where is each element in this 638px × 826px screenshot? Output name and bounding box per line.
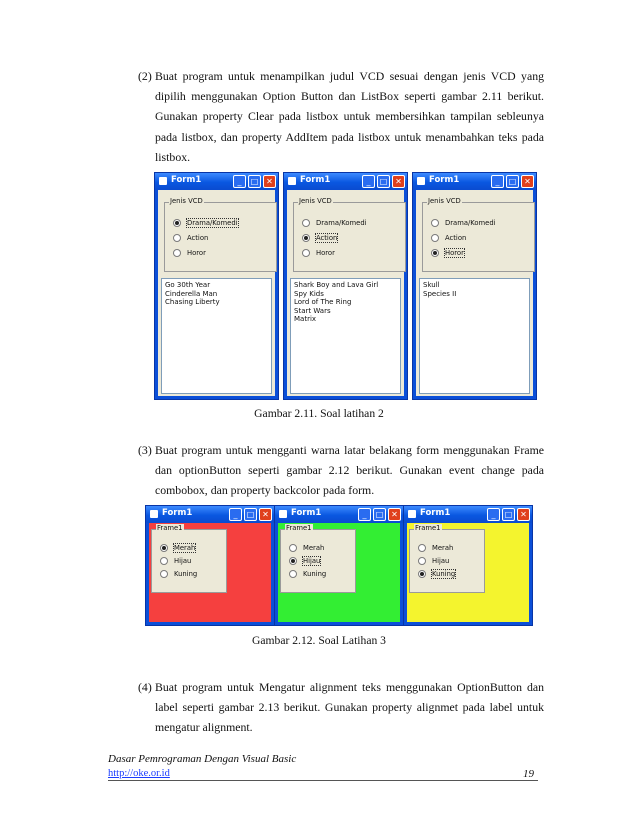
radio-icon[interactable]	[302, 234, 310, 242]
list-item[interactable]: Spy Kids	[294, 289, 324, 298]
radio-icon[interactable]	[289, 570, 297, 578]
option-frame	[293, 197, 406, 272]
maximize-button[interactable]: □	[244, 508, 257, 521]
option-label: Drama/Komedi	[445, 219, 496, 227]
maximize-button[interactable]: □	[506, 175, 519, 188]
close-button[interactable]: ✕	[517, 508, 530, 521]
app-icon	[408, 510, 416, 518]
radio-icon[interactable]	[289, 557, 297, 565]
close-button[interactable]: ✕	[388, 508, 401, 521]
exercise-4-text: Buat program untuk Mengatur alignment teks menggunakan OptionButton dan label seperti gambar 2.13 berikut. Gunakan property alignmet pada label untuk mengatur alignment.	[155, 680, 544, 735]
option-frame	[164, 197, 277, 272]
form-client-area	[278, 523, 400, 622]
option-label: Drama/Komedi	[316, 219, 367, 227]
exercise-3-number: (3)	[138, 443, 152, 457]
footer-rule	[108, 780, 538, 781]
option-label: Kuning	[432, 570, 456, 578]
list-item[interactable]: Shark Boy and Lava Girl	[294, 281, 379, 289]
option-label: Kuning	[303, 570, 327, 578]
form-client-area	[287, 190, 404, 396]
radio-icon[interactable]	[431, 249, 439, 257]
option-frame	[409, 524, 485, 593]
option-button[interactable]	[302, 219, 367, 227]
vcd-listbox[interactable]	[290, 278, 401, 394]
option-label: Action	[187, 234, 209, 242]
vcd-listbox[interactable]	[161, 278, 272, 394]
form-client-area	[158, 190, 275, 396]
radio-icon[interactable]	[418, 570, 426, 578]
window-title: Form1	[300, 175, 331, 185]
option-label: Merah	[432, 544, 454, 552]
window-title: Form1	[420, 508, 451, 518]
option-label: Merah	[174, 544, 196, 552]
radio-icon[interactable]	[431, 234, 439, 242]
minimize-button[interactable]: _	[358, 508, 371, 521]
radio-icon[interactable]	[418, 557, 426, 565]
title-bar	[155, 173, 278, 190]
option-label: Kuning	[174, 570, 198, 578]
exercise-2-number: (2)	[138, 69, 152, 83]
option-frame	[151, 524, 227, 593]
option-button[interactable]	[431, 234, 466, 242]
window-title: Form1	[171, 175, 202, 185]
list-item[interactable]: Species II	[423, 289, 457, 298]
option-button[interactable]	[173, 219, 238, 227]
footer-book-title: Dasar Pemrograman Dengan Visual Basic	[108, 753, 297, 765]
footer-link[interactable]: http://oke.or.id	[108, 768, 170, 779]
option-label: Action	[316, 234, 338, 242]
radio-icon[interactable]	[302, 249, 310, 257]
figure-2-11-caption: Gambar 2.11. Soal latihan 2	[254, 407, 384, 420]
window-title: Form1	[429, 175, 460, 185]
title-bar	[404, 506, 532, 523]
close-button[interactable]: ✕	[521, 175, 534, 188]
exercise-4	[138, 677, 544, 738]
maximize-button[interactable]: □	[248, 175, 261, 188]
frame-label: Frame1	[157, 524, 183, 532]
minimize-button[interactable]: _	[362, 175, 375, 188]
option-label: Merah	[303, 544, 325, 552]
option-button[interactable]	[173, 234, 208, 242]
app-icon	[159, 177, 167, 185]
radio-icon[interactable]	[302, 219, 310, 227]
radio-icon[interactable]	[160, 544, 168, 552]
form-window	[403, 505, 533, 626]
title-bar	[146, 506, 274, 523]
option-button[interactable]	[160, 557, 191, 565]
form-window	[145, 505, 275, 626]
window-title: Form1	[162, 508, 193, 518]
app-icon	[417, 177, 425, 185]
list-item[interactable]: Cinderella Man	[165, 289, 218, 298]
option-label: Hijau	[174, 557, 192, 565]
list-item[interactable]: Matrix	[294, 315, 317, 324]
option-button[interactable]	[418, 557, 449, 565]
close-button[interactable]: ✕	[392, 175, 405, 188]
option-label: Hijau	[303, 557, 321, 565]
option-button[interactable]	[289, 557, 320, 565]
exercise-2-text: Buat program untuk menampilkan judul VCD sesuai dengan jenis VCD yang dipilih menggunakan Option Button dan ListBox seperti gambar 2.11 berikut. Gunakan property Clear pada listbox untuk membersihkan tampilan sebleunya pada listbox, dan property AddItem pada listbox untuk menambahkan teks pada listbox.	[155, 69, 544, 164]
option-button[interactable]	[418, 570, 455, 578]
list-item[interactable]: Go 30th Year	[165, 281, 211, 289]
option-button[interactable]	[431, 219, 496, 227]
form-client-area	[416, 190, 533, 396]
figure-2-12-caption: Gambar 2.12. Soal Latihan 3	[252, 634, 386, 647]
option-button[interactable]	[289, 544, 324, 552]
maximize-button[interactable]: □	[502, 508, 515, 521]
radio-icon[interactable]	[173, 219, 181, 227]
option-label: Action	[445, 234, 467, 242]
exercise-3	[138, 440, 544, 501]
form-window	[274, 505, 404, 626]
exercise-3-text: Buat program untuk mengganti warna latar belakang form menggunakan Frame dan optionButton seperti gambar 2.12 berikut. Gunakan event change pada combobox, dan property backcolor pada form.	[155, 443, 544, 498]
form-client-area	[407, 523, 529, 622]
option-button[interactable]	[302, 249, 335, 257]
window-title: Form1	[291, 508, 322, 518]
close-button[interactable]: ✕	[263, 175, 276, 188]
frame-label: Jenis VCD	[428, 197, 461, 205]
radio-icon[interactable]	[431, 219, 439, 227]
frame-label: Frame1	[286, 524, 312, 532]
list-item[interactable]: Skull	[423, 281, 440, 289]
list-item[interactable]: Chasing Liberty	[165, 298, 220, 307]
exercise-4-number: (4)	[138, 680, 152, 694]
option-button[interactable]	[160, 570, 197, 578]
exercise-2	[138, 66, 544, 167]
option-label: Drama/Komedi	[187, 219, 238, 227]
minimize-button[interactable]: _	[233, 175, 246, 188]
option-label: Horor	[445, 249, 464, 257]
option-button[interactable]	[302, 234, 337, 242]
radio-icon[interactable]	[289, 544, 297, 552]
form-window	[412, 172, 537, 400]
form-window	[283, 172, 408, 400]
frame-label: Jenis VCD	[299, 197, 332, 205]
option-button[interactable]	[173, 249, 206, 257]
app-icon	[150, 510, 158, 518]
form-client-area	[149, 523, 271, 622]
title-bar	[284, 173, 407, 190]
minimize-button[interactable]: _	[229, 508, 242, 521]
app-icon	[279, 510, 287, 518]
radio-icon[interactable]	[418, 544, 426, 552]
vcd-listbox[interactable]	[419, 278, 530, 394]
title-bar	[275, 506, 403, 523]
option-button[interactable]	[289, 570, 326, 578]
option-label: Hijau	[432, 557, 450, 565]
option-label: Horor	[316, 249, 335, 257]
option-button[interactable]	[431, 249, 464, 257]
radio-icon[interactable]	[173, 249, 181, 257]
page-number: 19	[523, 768, 534, 780]
option-label: Horor	[187, 249, 206, 257]
minimize-button[interactable]: _	[491, 175, 504, 188]
radio-icon[interactable]	[160, 557, 168, 565]
list-item[interactable]: Start Wars	[294, 306, 331, 315]
option-button[interactable]	[160, 544, 195, 552]
list-item[interactable]: Lord of The Ring	[294, 298, 352, 307]
form-window	[154, 172, 279, 400]
frame-label: Frame1	[415, 524, 441, 532]
close-button[interactable]: ✕	[259, 508, 272, 521]
option-frame	[280, 524, 356, 593]
maximize-button[interactable]: □	[373, 508, 386, 521]
radio-icon[interactable]	[160, 570, 168, 578]
option-button[interactable]	[418, 544, 453, 552]
title-bar	[413, 173, 536, 190]
minimize-button[interactable]: _	[487, 508, 500, 521]
maximize-button[interactable]: □	[377, 175, 390, 188]
frame-label: Jenis VCD	[170, 197, 203, 205]
app-icon	[288, 177, 296, 185]
radio-icon[interactable]	[173, 234, 181, 242]
option-frame	[422, 197, 535, 272]
